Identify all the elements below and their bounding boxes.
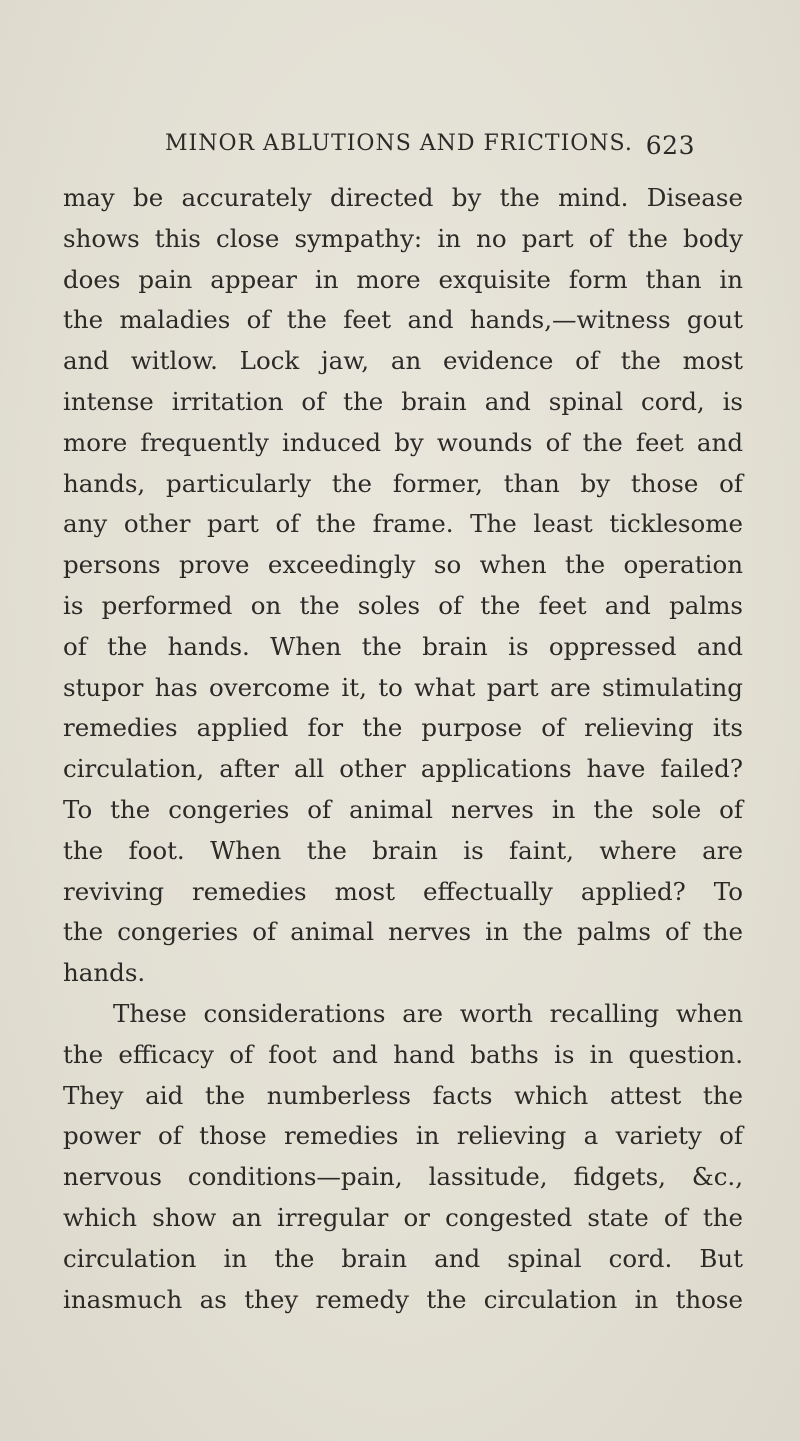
text-line: To the congeries of animal nerves in the sole of	[63, 794, 743, 824]
text-line-paragraph-start: These considerations are worth recalling when	[113, 998, 743, 1028]
text-line: circulation, after all other applications have failed?	[63, 754, 743, 784]
text-line: is performed on the soles of the feet and palms	[63, 590, 743, 620]
text-line: remedies applied for the purpose of relieving its	[63, 713, 743, 743]
text-line: stupor has overcome it, to what part are stimulating	[63, 672, 743, 702]
text-line: They aid the numberless facts which attest the	[63, 1080, 743, 1110]
text-line: may be accurately directed by the mind. Disease	[63, 183, 743, 212]
text-line: the maladies of the feet and hands,—witness gout	[63, 305, 743, 335]
text-line: nervous conditions—pain, lassitude, fidgets, &c.,	[63, 1162, 743, 1192]
text-line: the congeries of animal nerves in the palms of the	[63, 917, 743, 947]
text-line: does pain appear in more exquisite form than in	[63, 264, 743, 294]
text-line: which show an irregular or congested state of the	[63, 1202, 743, 1232]
text-line: of the hands. When the brain is oppressed and	[63, 631, 743, 661]
running-head	[165, 131, 695, 165]
text-line: circulation in the brain and spinal cord. But	[63, 1243, 743, 1273]
running-head-title: MINOR ABLUTIONS AND FRICTIONS.	[165, 131, 633, 156]
page-number: 623	[645, 131, 695, 160]
body-text	[63, 178, 743, 1320]
text-line: and witlow. Lock jaw, an evidence of the most	[63, 346, 743, 376]
text-line: persons prove exceedingly so when the operation	[63, 550, 743, 580]
text-line: shows this close sympathy: in no part of the body	[63, 223, 743, 253]
text-line: the foot. When the brain is faint, where are	[63, 835, 743, 865]
text-line: hands, particularly the former, than by those of	[63, 468, 743, 498]
text-line: intense irritation of the brain and spinal cord, is	[63, 386, 743, 416]
text-line: power of those remedies in relieving a variety of	[63, 1121, 743, 1151]
text-line: inasmuch as they remedy the circulation in those	[63, 1284, 743, 1314]
text-line: more frequently induced by wounds of the feet and	[63, 427, 743, 457]
text-line: reviving remedies most effectually applied? To	[63, 876, 743, 906]
text-line: the efficacy of foot and hand baths is in question.	[63, 1039, 743, 1069]
text-line: any other part of the frame. The least ticklesome	[63, 509, 743, 539]
text-line: hands.	[63, 958, 146, 988]
